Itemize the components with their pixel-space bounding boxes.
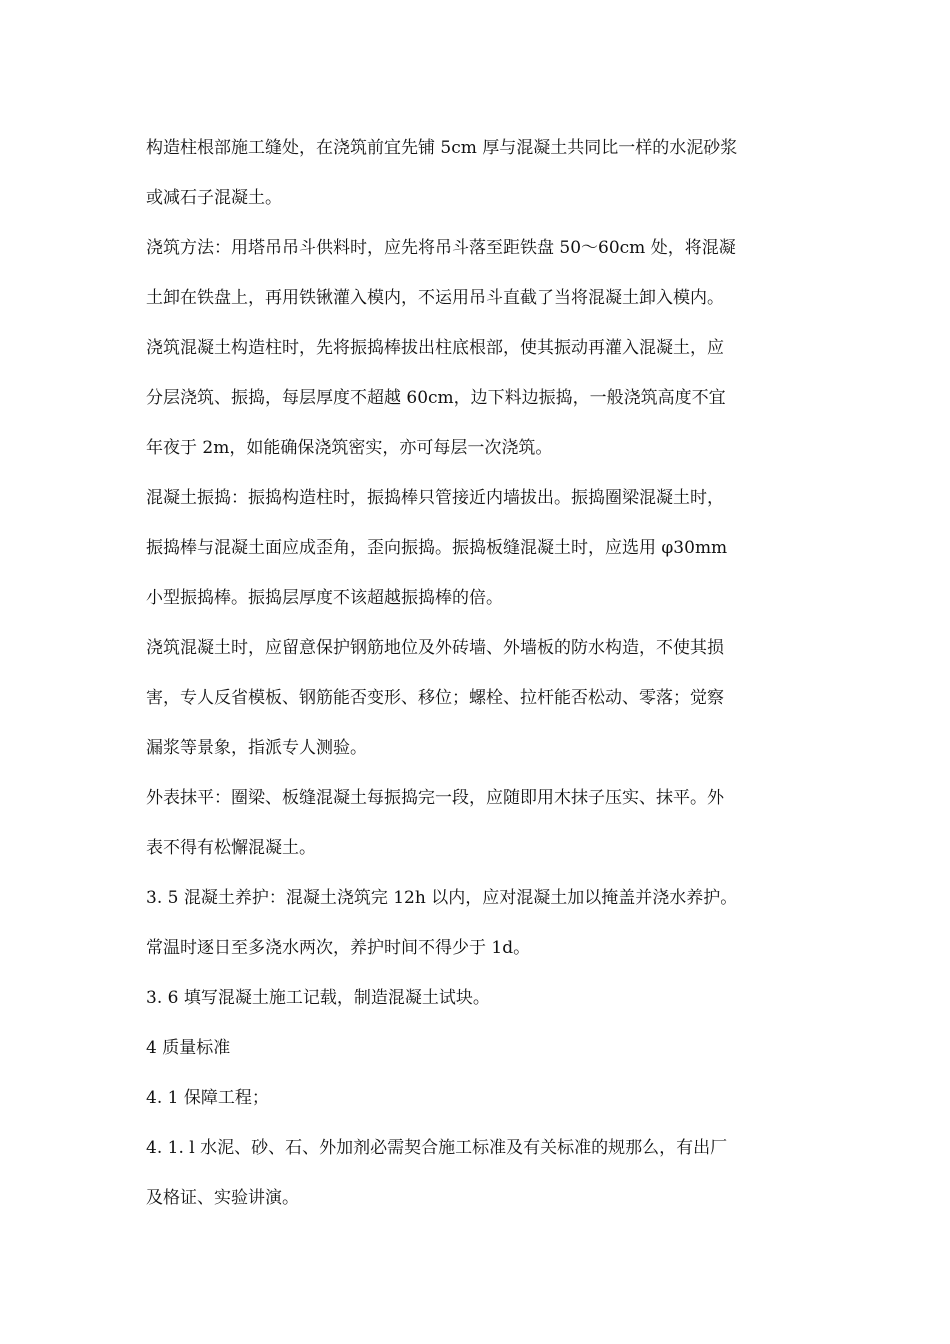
text-line: 构造柱根部施工缝处，在浇筑前宜先铺 5cm 厚与混凝土共同比一样的水泥砂浆	[146, 138, 738, 158]
text-line: 混凝土振捣：振捣构造柱时，振捣棒只管接近内墙拔出。振捣圈梁混凝土时，	[146, 488, 724, 508]
text-line: 分层浇筑、振捣，每层厚度不超越 60cm，边下料边振捣，一般浇筑高度不宜	[146, 388, 726, 408]
text-line: 浇筑混凝土构造柱时，先将振捣棒拔出柱底根部，使其振动再灌入混凝土，应	[146, 338, 724, 358]
text-line: 漏浆等景象，指派专人测验。	[146, 738, 367, 758]
section-heading: 4 质量标准	[146, 1038, 231, 1058]
text-line: 4. 1 保障工程；	[146, 1088, 269, 1108]
text-line: 4. 1. l 水泥、砂、石、外加剂必需契合施工标准及有关标准的规那么，有出厂	[146, 1138, 728, 1158]
text-line: 振捣棒与混凝土面应成歪角，歪向振捣。振捣板缝混凝土时，应选用 φ30mm	[146, 538, 728, 558]
text-line: 3. 5 混凝土养护：混凝土浇筑完 12h 以内，应对混凝土加以掩盖并浇水养护。	[146, 888, 738, 908]
text-line: 小型振捣棒。振捣层厚度不该超越振捣棒的倍。	[146, 588, 503, 608]
text-line: 外表抹平：圈梁、板缝混凝土每振捣完一段，应随即用木抹子压实、抹平。外	[146, 788, 724, 808]
text-line: 及格证、实验讲演。	[146, 1188, 299, 1208]
text-line: 害，专人反省模板、钢筋能否变形、移位；螺栓、拉杆能否松动、零落；觉察	[146, 688, 724, 708]
text-line: 年夜于 2m，如能确保浇筑密实，亦可每层一次浇筑。	[146, 438, 553, 458]
text-line: 常温时逐日至多浇水两次，养护时间不得少于 1d。	[146, 938, 531, 958]
text-line: 浇筑方法：用塔吊吊斗供料时，应先将吊斗落至距铁盘 50～60cm 处，将混凝	[146, 238, 736, 258]
document-body	[146, 123, 811, 1223]
text-line: 土卸在铁盘上，再用铁锹灌入模内，不运用吊斗直截了当将混凝土卸入模内。	[146, 288, 724, 308]
text-line: 浇筑混凝土时，应留意保护钢筋地位及外砖墙、外墙板的防水构造，不使其损	[146, 638, 724, 658]
text-line: 或减石子混凝土。	[146, 188, 282, 208]
text-line: 表不得有松懈混凝土。	[146, 838, 316, 858]
text-line: 3. 6 填写混凝土施工记载，制造混凝土试块。	[146, 988, 490, 1008]
